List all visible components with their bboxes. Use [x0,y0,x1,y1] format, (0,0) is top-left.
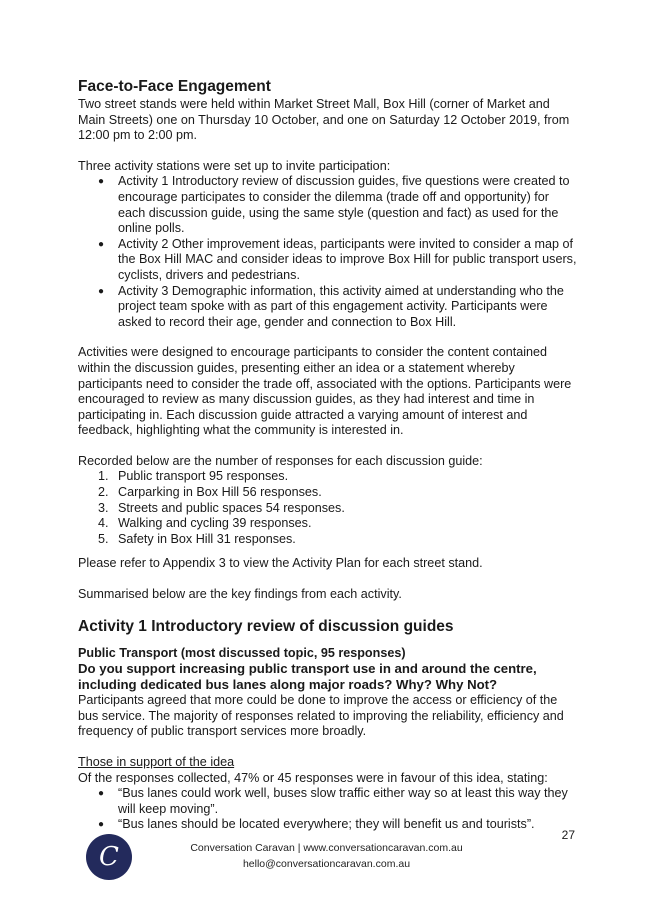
recorded-lead: Recorded below are the number of responses for each discussion guide: [78,453,483,468]
support-lead: Of the responses collected, 47% or 45 responses were in favour of this idea, stating: [78,770,548,785]
intro-paragraph: Two street stands were held within Market Street Mall, Box Hill (corner of Market and Main Streets) one on Thursday 10 October, and one on Saturday 12 October 2019, from 12:00 pm to 2:00 pm. [78,97,570,143]
list-number: 5. [98,531,109,546]
appendix-note: Please refer to Appendix 3 to view the Activity Plan for each street stand. [78,556,483,571]
list-text: Safety in Box Hill 31 responses. [118,531,296,546]
list-text: Public transport 95 responses. [118,469,289,484]
section-title-face-to-face: Face-to-Face Engagement [78,78,271,95]
list-item: ● Activity 1 Introductory review of discussion guides, five questions were created to encourage participates to consider the dilemma (trade off and opportunity) for each discussion guide, using the same style (question and fact) as used for the online polls. [98,174,578,236]
list-item: ● “Bus lanes should be located everywhere; they will benefit us and tourists”. [98,817,578,833]
responses-list [78,469,578,547]
footer-contact-line: Conversation Caravan | www.conversationcaravan.com.au [190,842,463,854]
list-item [98,501,578,517]
list-text: Streets and public spaces 54 responses. [118,500,345,515]
footer-email: hello@conversationcaravan.com.au [242,858,411,870]
section-title-activity-1: Activity 1 Introductory review of discussion guides [78,617,454,635]
stations-list [78,174,578,330]
question-text: Do you support increasing public transport use in and around the centre, including dedicated bus lanes along major roads? Why? Why Not? [78,661,537,693]
stations-lead: Three activity stations were set up to invite participation: [78,158,391,173]
list-number: 4. [98,516,109,531]
activities-paragraph: Activities were designed to encourage participants to consider the content contained within the discussion guides, presenting either an idea or a statement whereby participants need to consider the trade off, associated with the options. Participants were encouraged to review as many discussion guides, as they had interest and time in participating in. Each discussion guide attracted a varying amount of interest and feedback, highlighting what the community is interested in. [78,345,572,438]
quotes-list [78,786,578,833]
list-item [98,516,578,532]
list-text: Carparking in Box Hill 56 responses. [118,485,322,500]
list-number: 3. [98,500,109,515]
answer-paragraph: Participants agreed that more could be done to improve the access or efficiency of the bus service. The majority of responses related to improving the reliability, efficiency and frequency of public transport services more broadly. [78,693,564,739]
support-heading: Those in support of the idea [78,755,235,769]
summary-note: Summarised below are the key findings from each activity. [78,587,402,602]
conversation-caravan-logo: C [86,834,132,880]
list-item: ● Activity 3 Demographic information, this activity aimed at understanding who the project team spoke with as part of this engagement activity. Participants were asked to record their age, gender and connection to Box Hill. [98,284,578,331]
public-transport-heading: Public Transport (most discussed topic, 95 responses) [78,645,406,660]
list-item [98,469,578,485]
page-number: 27 [561,828,575,842]
list-item: ● “Bus lanes could work well, buses slow traffic either way so at least this way they will keep moving”. [98,786,578,817]
list-number: 2. [98,485,109,500]
list-text: Walking and cycling 39 responses. [118,516,312,531]
page-content [78,78,578,833]
list-item [98,532,578,548]
list-item [98,485,578,501]
list-item: ● Activity 2 Other improvement ideas, participants were invited to consider a map of the Box Hill MAC and consider ideas to improve Box Hill for public transport users, cyclists, drivers and pedestrians. [98,237,578,284]
list-number: 1. [98,469,109,484]
page-footer [0,828,653,888]
